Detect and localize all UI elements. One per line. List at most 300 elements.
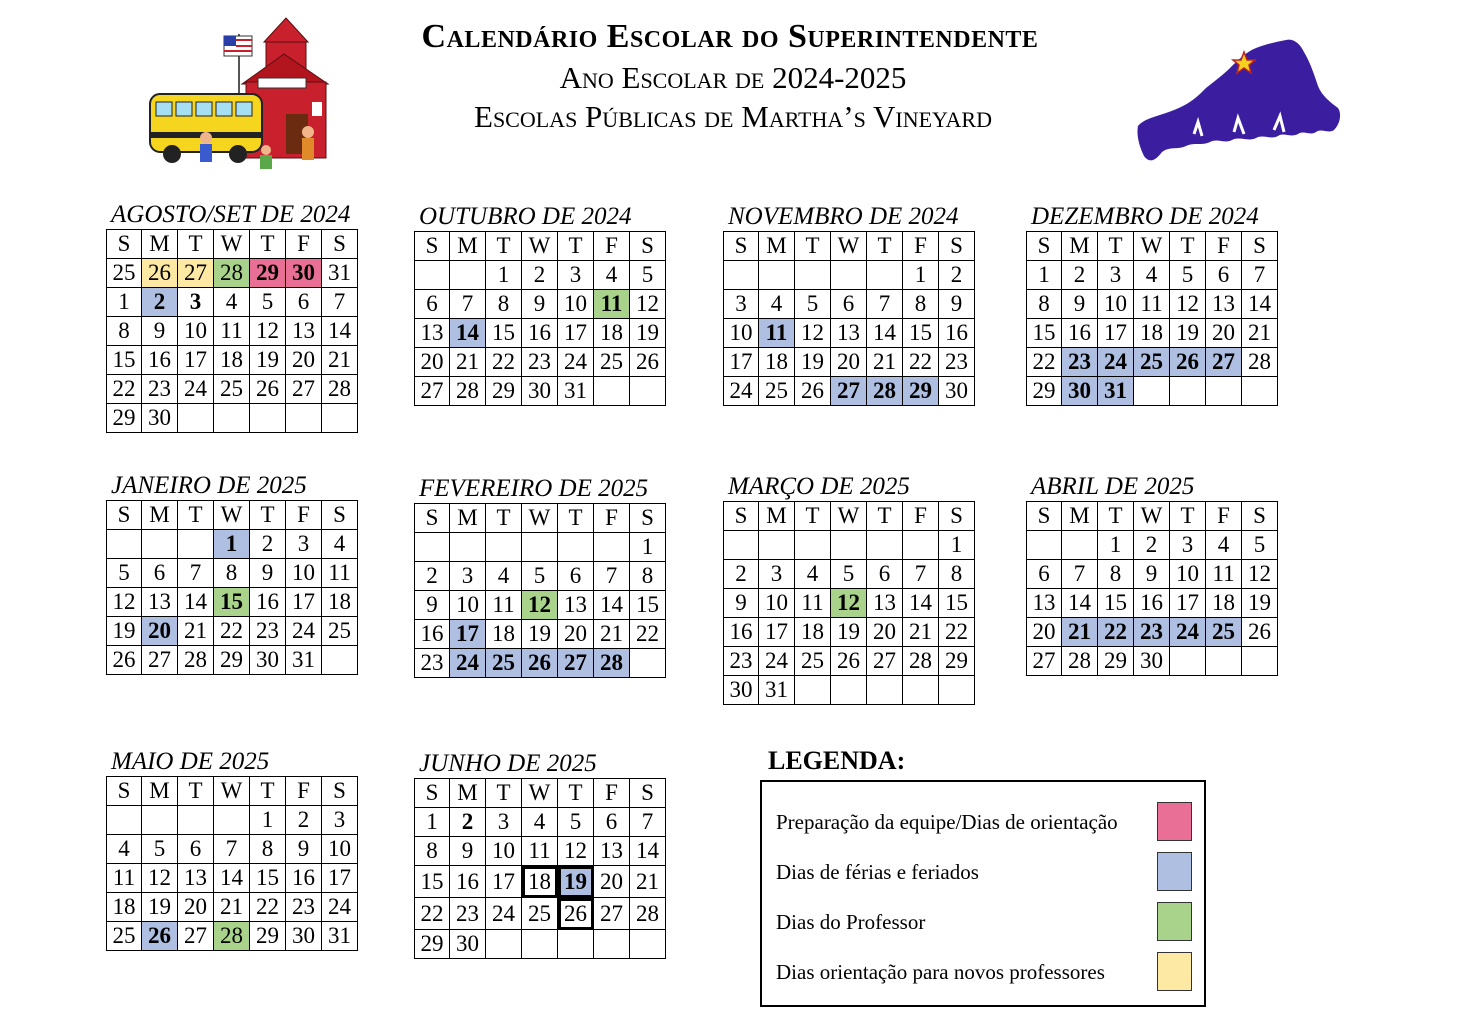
- month-novembro-2024: [723, 204, 975, 406]
- day-cell: [322, 404, 358, 433]
- day-cell: 10: [286, 559, 322, 588]
- day-cell: 28: [867, 377, 903, 406]
- weekday: M: [759, 232, 795, 261]
- day-cell: 19: [522, 620, 558, 649]
- day-cell: 26: [522, 649, 558, 678]
- day-cell: [558, 533, 594, 562]
- day-cell: 26: [558, 898, 594, 930]
- day-cell: 25: [486, 649, 522, 678]
- day-cell: 6: [1206, 261, 1242, 290]
- day-cell: [486, 930, 522, 959]
- day-cell: 5: [831, 560, 867, 589]
- weekday: T: [558, 232, 594, 261]
- week-row: [415, 930, 666, 959]
- day-cell: 3: [759, 560, 795, 589]
- calendar-grid: [723, 231, 975, 406]
- day-cell: [867, 676, 903, 705]
- calendar-grid: [106, 500, 358, 675]
- day-cell: 3: [724, 290, 759, 319]
- day-cell: 31: [1098, 377, 1134, 406]
- weekday: T: [795, 232, 831, 261]
- weekday: T: [486, 232, 522, 261]
- day-cell: 21: [214, 893, 250, 922]
- day-cell: 26: [1242, 618, 1278, 647]
- day-cell: 17: [1170, 589, 1206, 618]
- day-cell: 13: [867, 589, 903, 618]
- day-cell: 23: [522, 348, 558, 377]
- weekday: T: [558, 504, 594, 533]
- week-row: [107, 317, 358, 346]
- day-cell: 24: [724, 377, 759, 406]
- day-cell: 22: [486, 348, 522, 377]
- weekday: S: [939, 232, 975, 261]
- legend-label-new-teacher: Dias orientação para novos professores: [776, 960, 1105, 984]
- day-cell: 2: [939, 261, 975, 290]
- day-cell: 22: [1098, 618, 1134, 647]
- day-cell: 17: [486, 866, 522, 898]
- weekday: S: [322, 501, 358, 530]
- week-row: [724, 618, 975, 647]
- day-cell: [415, 261, 450, 290]
- weekday: S: [724, 502, 759, 531]
- day-cell: 21: [903, 618, 939, 647]
- day-cell: 23: [724, 647, 759, 676]
- day-cell: 15: [1098, 589, 1134, 618]
- week-row: [1027, 261, 1278, 290]
- day-cell: 14: [214, 864, 250, 893]
- calendar-grid: [106, 776, 358, 951]
- day-cell: [594, 377, 630, 406]
- day-cell: 28: [214, 922, 250, 951]
- day-cell: 4: [1206, 531, 1242, 560]
- day-cell: 20: [415, 348, 450, 377]
- day-cell: 18: [759, 348, 795, 377]
- day-cell: 25: [107, 259, 142, 288]
- week-row: [107, 288, 358, 317]
- week-row: [107, 375, 358, 404]
- day-cell: 18: [1134, 319, 1170, 348]
- day-cell: 17: [450, 620, 486, 649]
- legend-swatch-teacher: [1157, 902, 1192, 941]
- day-cell: 27: [178, 259, 214, 288]
- week-row: [415, 898, 666, 930]
- day-cell: 15: [630, 591, 666, 620]
- day-cell: 12: [1242, 560, 1278, 589]
- day-cell: 12: [522, 591, 558, 620]
- day-cell: 19: [1242, 589, 1278, 618]
- day-cell: 7: [450, 290, 486, 319]
- day-cell: 15: [107, 346, 142, 375]
- day-cell: 27: [867, 647, 903, 676]
- day-cell: 17: [322, 864, 358, 893]
- day-cell: 3: [450, 562, 486, 591]
- calendar-grid: [414, 503, 666, 678]
- legend-swatch-new-teacher: [1157, 952, 1192, 991]
- day-cell: 29: [1098, 647, 1134, 676]
- day-cell: 6: [867, 560, 903, 589]
- month-title: NOVEMBRO DE 2024: [728, 203, 959, 230]
- day-cell: 7: [178, 559, 214, 588]
- schoolhouse-bus-clipart: [146, 14, 338, 172]
- week-row: [107, 646, 358, 675]
- weekday: T: [178, 501, 214, 530]
- day-cell: 1: [630, 533, 666, 562]
- calendar-grid: [106, 229, 358, 433]
- day-cell: 5: [558, 808, 594, 837]
- day-cell: 14: [594, 591, 630, 620]
- weekday: M: [1062, 502, 1098, 531]
- day-cell: 28: [322, 375, 358, 404]
- day-cell: 22: [107, 375, 142, 404]
- day-cell: 20: [594, 866, 630, 898]
- day-cell: 13: [594, 837, 630, 866]
- day-cell: 18: [322, 588, 358, 617]
- day-cell: 1: [1027, 261, 1062, 290]
- day-cell: [724, 531, 759, 560]
- weekday: S: [630, 232, 666, 261]
- day-cell: 3: [486, 808, 522, 837]
- day-cell: 9: [450, 837, 486, 866]
- weekday: S: [322, 230, 358, 259]
- calendar-grid: [1026, 501, 1278, 676]
- day-cell: 7: [1062, 560, 1098, 589]
- weekday: M: [142, 777, 178, 806]
- day-cell: 8: [1027, 290, 1062, 319]
- month-fevereiro-2025: [414, 476, 666, 678]
- week-row: [415, 866, 666, 898]
- day-cell: 7: [903, 560, 939, 589]
- day-cell: 1: [903, 261, 939, 290]
- day-cell: 30: [522, 377, 558, 406]
- day-cell: [522, 930, 558, 959]
- day-cell: 2: [1062, 261, 1098, 290]
- day-cell: 20: [558, 620, 594, 649]
- day-cell: 8: [630, 562, 666, 591]
- week-row: [107, 617, 358, 646]
- weekday: M: [450, 232, 486, 261]
- day-cell: 25: [107, 922, 142, 951]
- day-cell: 14: [630, 837, 666, 866]
- day-cell: 4: [107, 835, 142, 864]
- day-cell: 12: [795, 319, 831, 348]
- day-cell: 16: [250, 588, 286, 617]
- week-row: [107, 259, 358, 288]
- weekday: S: [415, 504, 450, 533]
- day-cell: 14: [322, 317, 358, 346]
- day-cell: 2: [724, 560, 759, 589]
- day-cell: 23: [250, 617, 286, 646]
- week-row: [107, 559, 358, 588]
- day-cell: [142, 530, 178, 559]
- week-row: [415, 261, 666, 290]
- week-row: [107, 530, 358, 559]
- weekday-header-row: [724, 502, 975, 531]
- weekday: S: [107, 501, 142, 530]
- day-cell: 23: [939, 348, 975, 377]
- day-cell: 9: [1134, 560, 1170, 589]
- week-row: [415, 620, 666, 649]
- day-cell: 16: [522, 319, 558, 348]
- day-cell: 4: [1134, 261, 1170, 290]
- day-cell: [594, 930, 630, 959]
- weekday: F: [286, 501, 322, 530]
- day-cell: [450, 261, 486, 290]
- weekday: S: [1027, 232, 1062, 261]
- legend-swatch-prep: [1157, 802, 1192, 841]
- day-cell: 1: [1098, 531, 1134, 560]
- day-cell: 6: [178, 835, 214, 864]
- month-title: OUTUBRO DE 2024: [419, 203, 632, 230]
- day-cell: 3: [558, 261, 594, 290]
- weekday-header-row: [107, 230, 358, 259]
- day-cell: 31: [322, 259, 358, 288]
- day-cell: [724, 261, 759, 290]
- day-cell: [107, 530, 142, 559]
- school-year-line: Ano Escolar de 2024-2025: [559, 60, 907, 95]
- weekday-header-row: [415, 232, 666, 261]
- day-cell: 8: [250, 835, 286, 864]
- weekday: S: [107, 230, 142, 259]
- weekday: W: [1134, 232, 1170, 261]
- day-cell: 7: [867, 290, 903, 319]
- day-cell: [1242, 647, 1278, 676]
- day-cell: 20: [286, 346, 322, 375]
- month-title: JANEIRO DE 2025: [111, 472, 307, 499]
- day-cell: 22: [939, 618, 975, 647]
- weekday: M: [1062, 232, 1098, 261]
- day-cell: 15: [250, 864, 286, 893]
- day-cell: 22: [903, 348, 939, 377]
- day-cell: 19: [250, 346, 286, 375]
- day-cell: 31: [286, 646, 322, 675]
- weekday: M: [142, 230, 178, 259]
- day-cell: 29: [415, 930, 450, 959]
- calendar-grid: [414, 231, 666, 406]
- weekday: T: [795, 502, 831, 531]
- week-row: [107, 864, 358, 893]
- day-cell: [903, 676, 939, 705]
- day-cell: 8: [214, 559, 250, 588]
- week-row: [107, 893, 358, 922]
- day-cell: 13: [286, 317, 322, 346]
- day-cell: 3: [1170, 531, 1206, 560]
- day-cell: 11: [107, 864, 142, 893]
- day-cell: 15: [1027, 319, 1062, 348]
- day-cell: 5: [1242, 531, 1278, 560]
- day-cell: 24: [178, 375, 214, 404]
- day-cell: 17: [286, 588, 322, 617]
- day-cell: 7: [630, 808, 666, 837]
- weekday: F: [903, 232, 939, 261]
- day-cell: 18: [214, 346, 250, 375]
- day-cell: 4: [322, 530, 358, 559]
- day-cell: 15: [903, 319, 939, 348]
- weekday: T: [867, 502, 903, 531]
- day-cell: 28: [1242, 348, 1278, 377]
- day-cell: 29: [903, 377, 939, 406]
- day-cell: 31: [322, 922, 358, 951]
- day-cell: 25: [522, 898, 558, 930]
- weekday: T: [250, 501, 286, 530]
- weekday: W: [214, 777, 250, 806]
- day-cell: 27: [1206, 348, 1242, 377]
- day-cell: 20: [867, 618, 903, 647]
- day-cell: 26: [107, 646, 142, 675]
- week-row: [1027, 531, 1278, 560]
- weekday: T: [250, 777, 286, 806]
- day-cell: 1: [214, 530, 250, 559]
- day-cell: 18: [795, 618, 831, 647]
- day-cell: 22: [415, 898, 450, 930]
- week-row: [107, 922, 358, 951]
- day-cell: 10: [558, 290, 594, 319]
- day-cell: [522, 533, 558, 562]
- day-cell: 2: [522, 261, 558, 290]
- day-cell: 17: [759, 618, 795, 647]
- day-cell: [1170, 647, 1206, 676]
- day-cell: 11: [759, 319, 795, 348]
- day-cell: 16: [142, 346, 178, 375]
- weekday: T: [1170, 232, 1206, 261]
- day-cell: [214, 806, 250, 835]
- month-title: FEVEREIRO DE 2025: [419, 475, 649, 502]
- day-cell: 8: [939, 560, 975, 589]
- weekday: T: [250, 230, 286, 259]
- day-cell: 27: [142, 646, 178, 675]
- weekday: F: [903, 502, 939, 531]
- day-cell: [415, 533, 450, 562]
- day-cell: [1027, 531, 1062, 560]
- day-cell: 12: [558, 837, 594, 866]
- weekday: T: [486, 779, 522, 808]
- day-cell: 24: [286, 617, 322, 646]
- weekday: W: [214, 501, 250, 530]
- day-cell: 5: [107, 559, 142, 588]
- day-cell: 20: [142, 617, 178, 646]
- day-cell: 19: [795, 348, 831, 377]
- day-cell: 28: [630, 898, 666, 930]
- day-cell: 27: [178, 922, 214, 951]
- day-cell: 4: [486, 562, 522, 591]
- day-cell: 24: [1170, 618, 1206, 647]
- day-cell: 16: [415, 620, 450, 649]
- day-cell: 27: [1027, 647, 1062, 676]
- month-title: MAIO DE 2025: [111, 748, 270, 775]
- day-cell: 21: [867, 348, 903, 377]
- week-row: [724, 676, 975, 705]
- day-cell: 8: [1098, 560, 1134, 589]
- day-cell: 22: [630, 620, 666, 649]
- day-cell: 26: [831, 647, 867, 676]
- day-cell: 10: [1098, 290, 1134, 319]
- calendar-grid: [723, 501, 975, 705]
- day-cell: 25: [1206, 618, 1242, 647]
- week-row: [415, 348, 666, 377]
- week-row: [415, 562, 666, 591]
- calendar-grid: [414, 778, 666, 959]
- day-cell: 13: [1206, 290, 1242, 319]
- day-cell: 7: [1242, 261, 1278, 290]
- day-cell: 27: [831, 377, 867, 406]
- day-cell: 12: [250, 317, 286, 346]
- day-cell: 14: [903, 589, 939, 618]
- day-cell: 11: [594, 290, 630, 319]
- day-cell: 1: [486, 261, 522, 290]
- day-cell: 5: [250, 288, 286, 317]
- day-cell: [178, 404, 214, 433]
- day-cell: 14: [450, 319, 486, 348]
- day-cell: 1: [250, 806, 286, 835]
- weekday: T: [867, 232, 903, 261]
- month-marco-2025: [723, 474, 975, 705]
- day-cell: 6: [1027, 560, 1062, 589]
- day-cell: 14: [1242, 290, 1278, 319]
- district-name: Escolas Públicas de Martha’s Vineyard: [474, 99, 992, 134]
- week-row: [724, 589, 975, 618]
- day-cell: 18: [594, 319, 630, 348]
- day-cell: 2: [450, 808, 486, 837]
- day-cell: 21: [322, 346, 358, 375]
- weekday: F: [1206, 502, 1242, 531]
- day-cell: 29: [939, 647, 975, 676]
- day-cell: 16: [450, 866, 486, 898]
- day-cell: 22: [250, 893, 286, 922]
- day-cell: 9: [286, 835, 322, 864]
- weekday: S: [322, 777, 358, 806]
- day-cell: 30: [939, 377, 975, 406]
- day-cell: 6: [831, 290, 867, 319]
- day-cell: 28: [1062, 647, 1098, 676]
- day-cell: [831, 531, 867, 560]
- day-cell: 20: [1027, 618, 1062, 647]
- day-cell: 17: [178, 346, 214, 375]
- week-row: [415, 290, 666, 319]
- day-cell: 27: [415, 377, 450, 406]
- day-cell: [795, 676, 831, 705]
- week-row: [107, 346, 358, 375]
- day-cell: 21: [450, 348, 486, 377]
- day-cell: [795, 531, 831, 560]
- day-cell: 14: [1062, 589, 1098, 618]
- day-cell: 29: [486, 377, 522, 406]
- week-row: [415, 808, 666, 837]
- weekday: S: [630, 779, 666, 808]
- week-row: [724, 290, 975, 319]
- day-cell: 28: [214, 259, 250, 288]
- week-row: [415, 533, 666, 562]
- day-cell: [903, 531, 939, 560]
- day-cell: 31: [558, 377, 594, 406]
- day-cell: 11: [795, 589, 831, 618]
- month-janeiro-2025: [106, 473, 358, 675]
- weekday-header-row: [724, 232, 975, 261]
- weekday: T: [178, 777, 214, 806]
- day-cell: 16: [286, 864, 322, 893]
- day-cell: 6: [594, 808, 630, 837]
- day-cell: [939, 676, 975, 705]
- day-cell: 26: [250, 375, 286, 404]
- weekday: S: [107, 777, 142, 806]
- day-cell: [558, 930, 594, 959]
- week-row: [1027, 348, 1278, 377]
- day-cell: 15: [214, 588, 250, 617]
- day-cell: 19: [1170, 319, 1206, 348]
- day-cell: 18: [486, 620, 522, 649]
- month-title: DEZEMBRO DE 2024: [1031, 203, 1259, 230]
- day-cell: 23: [415, 649, 450, 678]
- day-cell: 30: [1134, 647, 1170, 676]
- day-cell: 4: [594, 261, 630, 290]
